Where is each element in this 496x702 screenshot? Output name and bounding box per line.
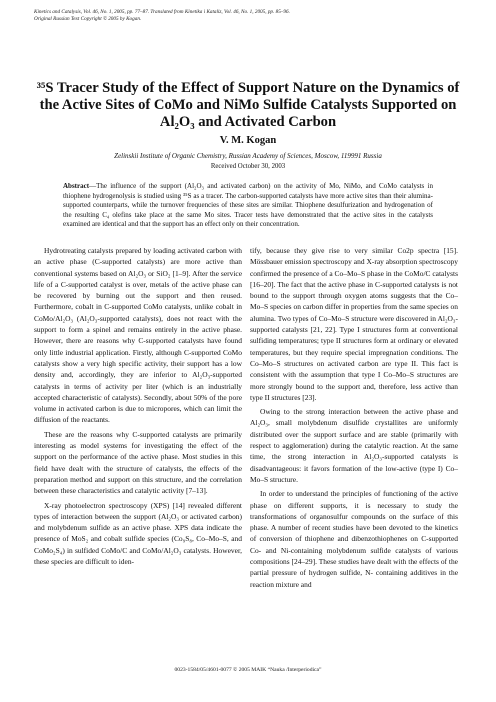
affiliation: Zelinskii Institute of Organic Chemistry, Russian Academy of Sciences, Moscow, 119991 Russia	[114, 152, 382, 160]
left-column	[34, 245, 242, 570]
journal-citation: Kinetics and Catalysis, Vol. 46, No. 1, 2005, pp. 77–87. Translated from Kinetika i Kataliz, Vol. 46, No. 1, 2005, pp. 85–96.	[34, 9, 290, 15]
author: V. M. Kogan	[219, 135, 277, 146]
journal-header	[34, 9, 474, 22]
abstract-label: Abstract	[63, 182, 90, 190]
page-footer: 0023-1584/05/4601-0077 © 2005 MAIK “Nauka /Interperiodica”	[174, 667, 322, 673]
right-column	[250, 245, 458, 593]
abstract	[63, 182, 433, 230]
paragraph: In order to understand the principles of functioning of the active phase on different supports, it is necessary to study the transformations of organosulfur compounds on the surface of this phase. A number of recent studies have been devoted to the kinetics of conversion of thiophene and dibenzothiophenes on C-supported Co- and Ni-containing molybdenum sulfide catalysts of various compositions [24–29]. These studies have dealt with the effects of the partial pressure of hydrogen sulfide, N- containing additives in the reaction mixture and	[250, 489, 458, 589]
paragraph: These are the reasons why C-supported catalysts are primarily interesting as model systems for investigating the effect of the support on the performance of the active phase. Most studies in this field have dealt with the structure of catalysts, the effects of the preparation method and support on this structure, and the correlation between these characteristics and catalytic activity [7–13].	[34, 429, 242, 496]
paragraph: Owing to the strong interaction between the active phase and Al₂O₃, small molybdenum disulfide crystallites are uniformly distributed over the support surface and are stable (primarily with respect to agglomeration) during the catalytic reaction. At the same time, the strong interaction in Al₂O₃-supported catalysts is disadvantageous: it favors formation of the low-active (type I) Co–Mo–S structure.	[250, 407, 458, 484]
copyright-line: Original Russian Text Copyright © 2005 by Kogan.	[34, 15, 142, 22]
paper-title: ³⁵S Tracer Study of the Effect of Support Nature on the Dynamics of the Active Sites of CoMo and NiMo Sulfide Catalysts Supported on Al₂O₃ and Activated Carbon	[36, 80, 460, 130]
received-date: Received October 30, 2003	[210, 163, 286, 170]
abstract-text: —The influence of the support (Al₂O₃ and activated carbon) on the activity of Mo, NiMo, and CoMo catalysts in thiophene hydrogenolysis is studied using ³⁵S as a tracer. The carbon-supported catalysts have more active sites than their alumina-supported counterparts, while the turnover frequencies of these sites are similar. Thiophene desulfurization and hydrogenation of the resulting C₄ olefins take place at the same Mo sites. Tracer tests have demonstrated that the active sites in the catalysts examined are identical and that the support has an effect only on their concentration.	[63, 182, 433, 229]
paragraph: Hydrotreating catalysts prepared by loading activated carbon with an active phase (C-supported catalysts) are more active than conventional systems based on Al₂O₃ or SiO₂ [1–9]. After the service life of a C-supported catalyst is over, metals of the active phase can be recovered by burning out the support and then reused. Furthermore, cobalt in C-supported CoMo catalysts, unlike cobalt in CoMo/Al₂O₃ (Al₂O₃-supported catalysts), does not react with the support to form a spinel and remains entirely in the active phase. However, there are reasons why C-supported catalysts have found only little industrial application. Firstly, although C-supported CoMo catalysts show a very high specific activity, their support has a low density and, accordingly, they are inferior to Al₂O₃-supported catalysts in terms of activity per liter (which is an industrially accepted characteristic of catalysts). Secondly, about 50% of the pore volume in activated carbon is due to micropores, which can limit the diffusion of the reactants.	[34, 246, 242, 425]
paragraph: X-ray photoelectron spectroscopy (XPS) [14] revealed different types of interaction between the support (Al₂O₃ or activated carbon) and molybdenum sulfide as an active phase. XPS data indicate the presence of MoS₂ and cobalt sulfide species (Co₉S₈, Co–Mo–S, and CoMo₂S₄) in sulfided CoMo/C and CoMo/Al₂O₃ catalysts. However, these species are difficult to iden-	[34, 500, 242, 567]
paragraph: tify, because they give rise to very similar Co2p spectra [15]. Mössbauer emission spectroscopy and X-ray absorption spectroscopy confirmed the presence of a Co–Mo–S phase in the CoMo/C catalysts [16–20]. The fact that the active phase in C-supported catalysts is not bound to the support through oxygen atoms suggests that the Co–Mo–S species on carbon differ in properties from the same species on alumina. Two types of Co–Mo–S structure were discovered in Al₂O₃-supported catalysts [21, 22]. Type I structures form at conventional sulfiding temperatures; type II structures form at ordinary or elevated temperatures, but they require special impregnation conditions. The Co–Mo–S structures on activated carbon are type II. This fact is consistent with the assumption that type I Co–Mo–S structures are more strongly bound to the support and, therefore, less active than type II structures [23].	[250, 246, 458, 402]
